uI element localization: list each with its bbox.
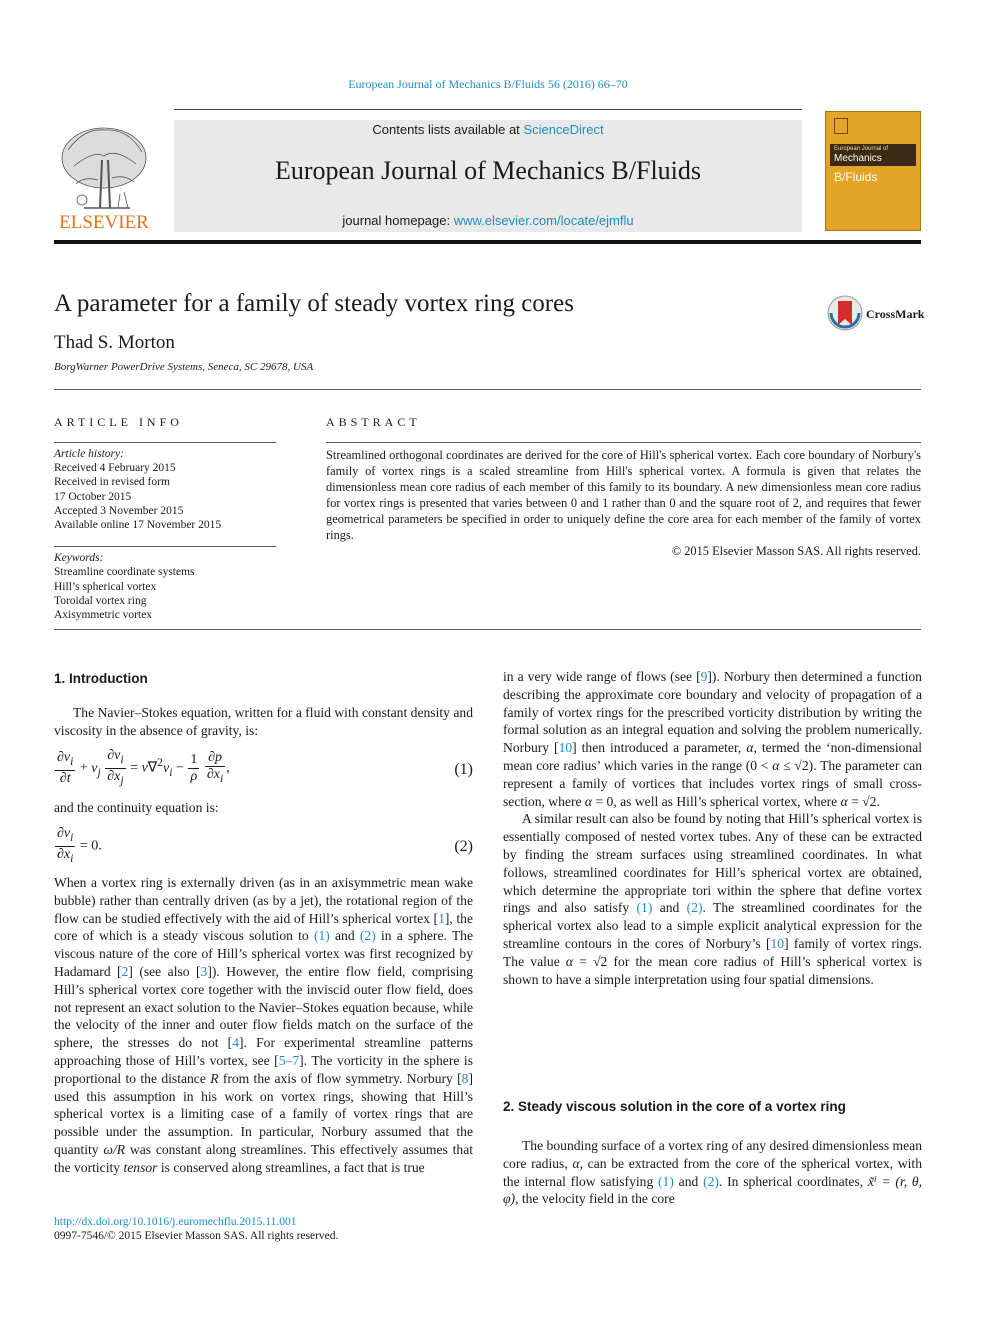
elsevier-logo — [54, 120, 154, 232]
article-info-heading: ARTICLE INFO — [54, 415, 183, 429]
text-run: . The streamlined coordinates for the spherical vortex also lead to a simple explicit analytical expression for the streamline contours in the cores of Norbury’s [ — [503, 900, 922, 951]
equation-ref-link[interactable]: (2) — [686, 900, 703, 916]
text-run: in a very wide range of flows (see [ — [503, 669, 701, 684]
intro-paragraph-3 — [54, 874, 473, 1177]
text-run: = 0, as well as Hill’s spherical vortex, where — [592, 793, 841, 809]
history-item: Received 4 February 2015 — [54, 462, 176, 475]
equation-ref-link[interactable]: (1) — [313, 928, 330, 944]
contents-prefix: Contents lists available at — [372, 122, 524, 137]
contents-line — [174, 122, 802, 137]
math-var: ω/R — [103, 1141, 126, 1157]
citation-link[interactable]: 4 — [232, 1035, 240, 1051]
math-var: R — [210, 1070, 219, 1086]
equation-ref-link[interactable]: (2) — [703, 1173, 719, 1189]
keyword-item: Axisymmetric vortex — [54, 609, 153, 622]
divider — [54, 442, 276, 443]
journal-cover[interactable] — [825, 111, 921, 231]
keyword-item: Hill’s spherical vortex — [54, 580, 157, 593]
journal-homepage-link[interactable]: www.elsevier.com/locate/ejmflu — [453, 213, 634, 228]
emphasis: tensor — [123, 1159, 158, 1175]
equation-number: (1) — [454, 761, 473, 778]
math-var: x̃ⁱ = (r, θ, φ) — [503, 1173, 922, 1207]
abstract-body: Streamlined orthogonal coordinates are derived for the core of Hill's spherical vortex. Each core boundary of Norbury's family of vortex rings is a scaled streamline from Hill's spherical vortex. A formula is given that relates the dimensionless mean core radius of each member of this family to its boundary. A new dimensionless mean core radius for vortex rings is presented that varies between 0 and 1 rather than 0 and the square root of 2, and requires that fewer geometrical parameters be specified in order to uniquely define the core area for each member of the family of vortex rings. — [326, 448, 921, 542]
cover-line-2: Mechanics — [834, 153, 882, 164]
intro-paragraph-2 — [54, 799, 473, 817]
text-run: ] then introduced a parameter, — [572, 740, 747, 756]
text-run: ] used this assumption in his work on vortex rings, showing that Hill’s spherical vortex is a limiting case of a family of vortex rings that are possible under the assumption. In particular, Norbury assumed that the quantity — [54, 1070, 473, 1157]
journal-reference-link[interactable]: European Journal of Mechanics B/Fluids 56 (2016) 66–70 — [348, 77, 628, 91]
text-run: in a sphere. The viscous nature of the core of Hill’s spherical vortex was first recognized by Hadamard [ — [54, 928, 473, 979]
divider — [54, 629, 921, 630]
text-run: and — [329, 928, 360, 944]
citation-link[interactable]: 10 — [770, 935, 785, 951]
text-run: ], the core of which is a steady viscous solution to — [54, 910, 473, 944]
citation-link[interactable]: 9 — [700, 669, 708, 684]
text-run: , termed the ‘non-dimensional mean core radius’ which varies in the range (0 < — [503, 740, 923, 773]
text-run: ]). Norbury then determined a function describing the approximate core boundary and velocity of propagation of a family of vortex rings for the prescribed vorticity distribution by writing the formal solution as an integral equation and solving the problem numerically. Norbury [ — [503, 669, 922, 756]
text-run: and — [673, 1173, 704, 1189]
crossmark-label[interactable]: CrossMark — [866, 307, 925, 321]
math-var: α — [565, 953, 574, 969]
history-item: Available online 17 November 2015 — [54, 519, 222, 532]
doi-link[interactable]: http://dx.doi.org/10.1016/j.euromechflu.2015.11.001 — [54, 1216, 297, 1228]
keyword-item: Toroidal vortex ring — [54, 594, 147, 607]
masthead-divider — [174, 109, 802, 110]
citation-link[interactable]: 8 — [461, 1070, 469, 1086]
divider — [326, 442, 921, 443]
cover-line-3: B/Fluids — [834, 170, 878, 184]
homepage-prefix: journal homepage: — [342, 213, 454, 228]
text-run: is conserved along streamlines, a fact that is true — [157, 1159, 425, 1175]
text-run: and — [652, 900, 687, 916]
intro-paragraph-1 — [54, 704, 473, 740]
paragraph: The Navier–Stokes equation, written for a fluid with constant density and viscosity in the absence of gravity, is: — [54, 705, 473, 738]
text-run: ≤ √2). The parameter can represent a family of vortices that includes vortex rings of small cross-section, where — [503, 757, 922, 809]
keywords — [54, 551, 276, 622]
abstract-copyright: © 2015 Elsevier Masson SAS. All rights reserved. — [671, 544, 921, 558]
text-run: was constant along streamlines. This effectively assumes that the vorticity — [54, 1141, 473, 1175]
math-var: α — [840, 793, 848, 809]
text-run: , can be extracted from the core of the spherical vortex, with the internal flow satisfying — [503, 1155, 922, 1189]
citation-link[interactable]: 2 — [121, 963, 129, 979]
paragraph — [503, 810, 922, 988]
homepage-line — [174, 213, 802, 228]
math-var: α — [584, 793, 593, 809]
section-1-heading — [54, 670, 148, 688]
divider — [54, 389, 921, 390]
journal-title: European Journal of Mechanics B/Fluids — [274, 156, 702, 185]
text-run: When a vortex ring is externally driven (as in an axisymmetric mean wake bubble) rather than centrally driven (as by a jet), the rotational region of the flow can be studied effectively with the aid of Hill’s spherical vortex [ — [54, 875, 473, 926]
paragraph: and the continuity equation is: — [54, 800, 219, 815]
history-item: Accepted 3 November 2015 — [54, 504, 184, 517]
equation-number: (2) — [454, 838, 473, 855]
cover-line-1: European Journal of — [834, 146, 889, 152]
paper-title: A parameter for a family of steady vortex ring cores — [54, 290, 574, 317]
text-run: ]). However, the entire flow field, comprising Hill’s spherical vortex core together with the inviscid outer flow field, does not represent an exact solution to the Navier–Stokes equation because, while the velocity of the inner and outer flow fields match on the surface of the sphere, the stresses do not [ — [54, 963, 473, 1051]
sciencedirect-link[interactable]: ScienceDirect — [523, 122, 604, 137]
equation-ref-link[interactable]: (1) — [636, 900, 653, 916]
section-heading-text: 2. Steady viscous solution in the core of a vortex ring — [503, 1099, 846, 1114]
text-run: ]. For experimental streamline patterns approaching those of Hill’s vortex, see [ — [54, 1035, 473, 1068]
equation-2: $\frac{\partial v_i}{\partial x_i}$ = 0. (2) — [57, 826, 473, 865]
history-item: 17 October 2015 — [54, 490, 132, 503]
math-var: α — [772, 757, 780, 773]
issn-copyright: 0997-7546/© 2015 Elsevier Masson SAS. All rights reserved. — [54, 1230, 339, 1242]
history-label: Article history: — [54, 448, 124, 460]
text-run: ]. The vorticity in the sphere is proportional to the distance — [54, 1052, 473, 1086]
keyword-item: Streamline coordinate systems — [54, 566, 195, 579]
citation-link[interactable]: 3 — [200, 963, 208, 979]
equation-1: $\frac{\partial v_i}{\partial t}$ + $v_j$ $\frac{\partial v_i}{\partial x_j}$ = $\nu\nabla^2v_i$ − $\frac{1}{\rho}$ $\frac{\partial p}{\partial x_i}$ , (1) — [57, 748, 473, 787]
text-run: The bounding surface of a vortex ring of any desired dimensionless mean core radius, — [503, 1138, 922, 1171]
author-affiliation: BorgWarner PowerDrive Systems, Seneca, SC 29678, USA — [54, 361, 314, 373]
text-run: ] family of vortex rings. The value — [503, 935, 922, 969]
math-var: α — [572, 1155, 580, 1171]
equation-ref-link[interactable]: (1) — [658, 1173, 674, 1189]
section-2-paragraph — [503, 1137, 922, 1208]
crossmark-icon — [827, 295, 865, 333]
text-run: ] (see also [ — [128, 963, 201, 979]
article-history — [54, 447, 276, 532]
text-run: . In spherical coordinates, — [718, 1173, 868, 1189]
math-var: α — [746, 740, 754, 756]
text-run: = √2. — [847, 793, 880, 809]
text-run: A similar result can also be found by noting that Hill’s spherical vortex is essentially composed of nested vortex tubes. Any of these can be extracted by finding the stream surfaces using streamlined coordinates. In what follows, streamlined coordinates for Hill’s spherical vortex are obtained, which determine the appropriate tori within the sphere that define vortex rings and also satisfy — [503, 811, 922, 916]
section-heading-text: 1. Introduction — [54, 671, 148, 686]
masthead-box — [174, 120, 802, 232]
abstract — [326, 447, 921, 559]
header-thick-rule — [54, 240, 921, 244]
citation-link[interactable]: 5–7 — [278, 1052, 300, 1068]
text-run: , the velocity field in the core — [515, 1191, 675, 1207]
keywords-label: Keywords: — [54, 552, 104, 564]
text-run: from the axis of flow symmetry. Norbury [ — [218, 1070, 462, 1086]
abstract-heading: ABSTRACT — [326, 415, 421, 429]
history-item: Received in revised form — [54, 476, 170, 489]
author-name: Thad S. Morton — [54, 332, 175, 353]
right-column — [503, 668, 922, 988]
citation-link[interactable]: 10 — [558, 740, 573, 756]
elsevier-tree-icon — [54, 120, 154, 232]
paragraph — [503, 668, 922, 810]
section-2-heading — [503, 1098, 846, 1116]
divider — [54, 546, 276, 547]
text-run: = √2 for the mean core radius of Hill’s spherical vortex is shown to have a simple interpretation using four spatial dimensions. — [503, 953, 922, 987]
elsevier-wordmark: ELSEVIER — [59, 212, 149, 232]
equation-ref-link[interactable]: (2) — [359, 928, 376, 944]
citation-link[interactable]: 1 — [438, 910, 445, 926]
cover-crest-icon — [834, 118, 848, 134]
